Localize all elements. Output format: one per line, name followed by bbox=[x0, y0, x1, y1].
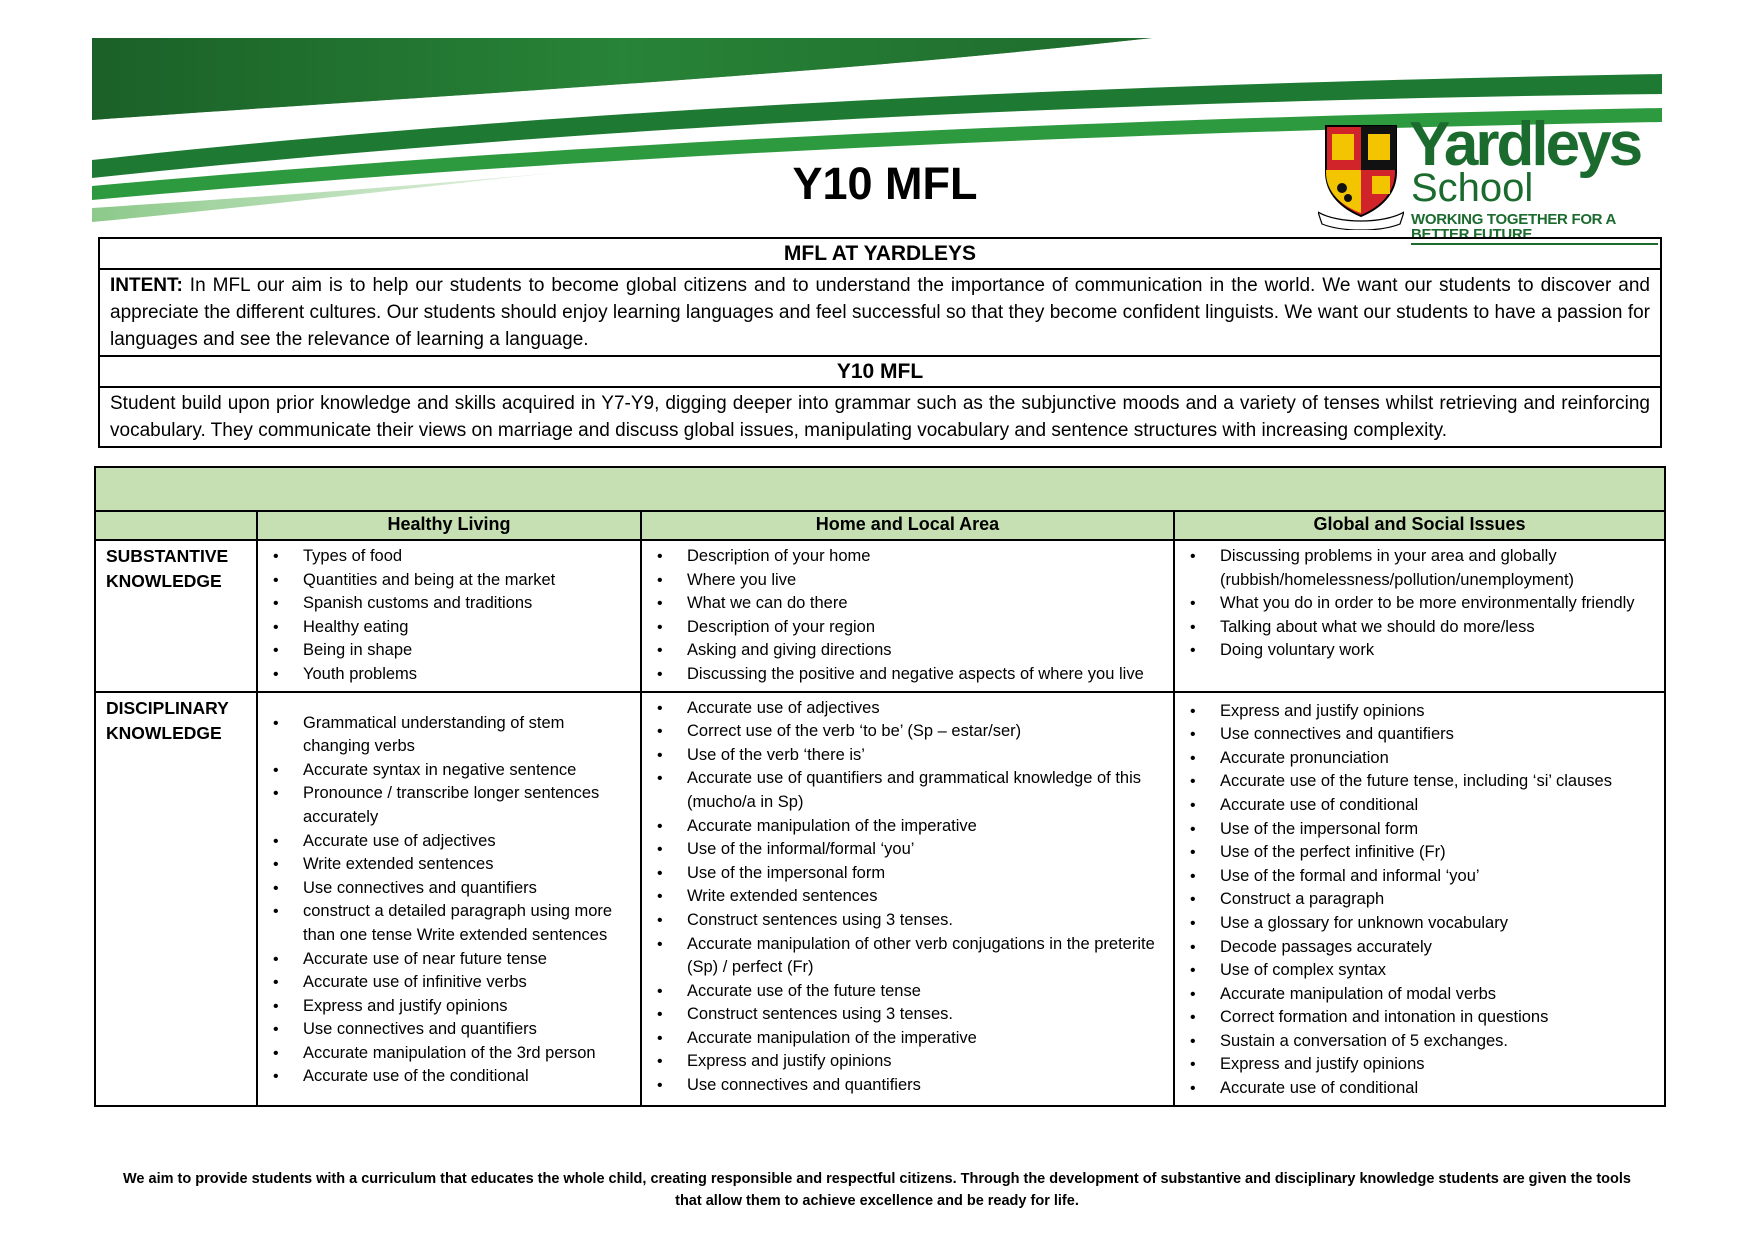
list-item: • Pronounce / transcribe longer sentences accurately bbox=[259, 782, 633, 829]
intro-heading: MFL AT YARDLEYS bbox=[99, 238, 1661, 269]
corner-cell bbox=[95, 511, 257, 540]
row-label-line: SUBSTANTIVE bbox=[106, 546, 229, 566]
footer-line: We aim to provide students with a curriculum that educates the whole child, creating responsible and respectful citizens. Through the development of substantive and disciplinary knowledge students are given the tools bbox=[122, 1171, 1631, 1187]
list-item: • Use connectives and quantifiers bbox=[259, 877, 633, 901]
cell-substantive-0 bbox=[257, 540, 641, 692]
list-item: • What we can do there bbox=[643, 592, 1166, 616]
list-item: • Discussing the positive and negative aspects of where you live bbox=[643, 663, 1166, 687]
list-item: • Doing voluntary work bbox=[1176, 639, 1657, 663]
row-label-line: DISCIPLINARY bbox=[106, 697, 229, 718]
footer-line: that allow them to achieve excellence and be ready for life. bbox=[675, 1193, 1079, 1209]
list-item: • Write extended sentences bbox=[643, 885, 1166, 909]
list-item: • Use of the perfect infinitive (Fr) bbox=[1176, 841, 1657, 865]
list-item: • Accurate use of the future tense bbox=[643, 980, 1166, 1004]
list-item: • Discussing problems in your area and globally (rubbish/homelessness/pollution/unemployment) bbox=[1176, 545, 1657, 592]
logo-tagline: WORKING TOGETHER FOR A BETTER FUTURE bbox=[1411, 212, 1658, 245]
list-item: • Accurate manipulation of the imperative bbox=[643, 815, 1166, 839]
list-item: • Accurate manipulation of other verb conjugations in the preterite (Sp) / perfect (Fr) bbox=[643, 933, 1166, 980]
row-label-disciplinary bbox=[95, 692, 257, 1106]
list-item: • Correct use of the verb ‘to be’ (Sp – estar/ser) bbox=[643, 720, 1166, 744]
list-item: • Use of the informal/formal ‘you’ bbox=[643, 838, 1166, 862]
list-item: • Accurate manipulation of modal verbs bbox=[1176, 983, 1657, 1007]
list-item: • Express and justify opinions bbox=[259, 995, 633, 1019]
list-item: • Accurate syntax in negative sentence bbox=[259, 759, 633, 783]
list-item: • Construct sentences using 3 tenses. bbox=[643, 909, 1166, 933]
list-item: • Accurate use of the future tense, including ‘si’ clauses bbox=[1176, 770, 1657, 794]
curriculum-table bbox=[94, 466, 1666, 1107]
list-item: • Use connectives and quantifiers bbox=[643, 1074, 1166, 1098]
row-label-substantive bbox=[95, 540, 257, 692]
list-item: • Spanish customs and traditions bbox=[259, 592, 633, 616]
logo-name-line2: School bbox=[1411, 166, 1534, 210]
column-header: Healthy Living bbox=[257, 511, 641, 540]
school-logo bbox=[1318, 110, 1658, 243]
list-item: • Being in shape bbox=[259, 639, 633, 663]
list-item: • Accurate use of the conditional bbox=[259, 1065, 633, 1089]
list-item: • Use of complex syntax bbox=[1176, 959, 1657, 983]
list-item: • Accurate use of adjectives bbox=[259, 830, 633, 854]
list-item: • Use of the formal and informal ‘you’ bbox=[1176, 865, 1657, 889]
intro-table bbox=[98, 237, 1662, 448]
logo-name-line1: Yardleys bbox=[1409, 110, 1641, 179]
list-item: • Quantities and being at the market bbox=[259, 569, 633, 593]
list-item: • Accurate use of near future tense bbox=[259, 948, 633, 972]
year-heading: Y10 MFL bbox=[99, 356, 1661, 387]
list-item: • Use connectives and quantifiers bbox=[259, 1018, 633, 1042]
list-item: • Where you live bbox=[643, 569, 1166, 593]
footer-statement bbox=[110, 1168, 1644, 1212]
list-item: • Express and justify opinions bbox=[1176, 700, 1657, 724]
list-item: • Accurate use of quantifiers and grammatical knowledge of this (mucho/a in Sp) bbox=[643, 767, 1166, 814]
list-item: • Accurate manipulation of the imperative bbox=[643, 1027, 1166, 1051]
list-item: • Accurate use of conditional bbox=[1176, 794, 1657, 818]
list-item: • Use of the verb ‘there is’ bbox=[643, 744, 1166, 768]
list-item: • Express and justify opinions bbox=[1176, 1053, 1657, 1077]
list-item: • Use of the impersonal form bbox=[1176, 818, 1657, 842]
list-item: • Use of the impersonal form bbox=[643, 862, 1166, 886]
intent-label: INTENT: bbox=[110, 275, 183, 296]
list-item: • Use a glossary for unknown vocabulary bbox=[1176, 912, 1657, 936]
list-item: • construct a detailed paragraph using more than one tense Write extended sentences bbox=[259, 900, 633, 947]
list-item: • Description of your home bbox=[643, 545, 1166, 569]
list-item: • Accurate use of infinitive verbs bbox=[259, 971, 633, 995]
list-item: • Write extended sentences bbox=[259, 853, 633, 877]
row-label-line: KNOWLEDGE bbox=[106, 722, 222, 743]
list-item: • Youth problems bbox=[259, 663, 633, 687]
column-header: Global and Social Issues bbox=[1174, 511, 1665, 540]
list-item: • Accurate use of conditional bbox=[1176, 1077, 1657, 1101]
cell-disciplinary-1 bbox=[641, 692, 1174, 1106]
list-item: • Sustain a conversation of 5 exchanges. bbox=[1176, 1030, 1657, 1054]
year-paragraph: Student build upon prior knowledge and skills acquired in Y7-Y9, digging deeper into grammar such as the subjunctive moods and a variety of tenses whilst retrieving and reinforcing vocabulary. They communicate their views on marriage and discuss global issues, manipulating vocabulary and sentence structures with increasing complexity. bbox=[99, 387, 1661, 447]
list-item: • What you do in order to be more environmentally friendly bbox=[1176, 592, 1657, 616]
column-header: Home and Local Area bbox=[641, 511, 1174, 540]
list-item: • Types of food bbox=[259, 545, 633, 569]
list-item: • Accurate pronunciation bbox=[1176, 747, 1657, 771]
list-item: • Talking about what we should do more/less bbox=[1176, 616, 1657, 640]
list-item: • Asking and giving directions bbox=[643, 639, 1166, 663]
intent-text: In MFL our aim is to help our students to become global citizens and to understand the importance of communication in the world. We want our students to discover and appreciate the different cultures. Our students should enjoy learning languages and feel successful so that they become confident linguists. We want our students to have a passion for languages and see the relevance of learning a language. bbox=[110, 275, 1650, 350]
cell-disciplinary-0 bbox=[257, 692, 641, 1106]
list-item: • Accurate use of adjectives bbox=[643, 697, 1166, 721]
cell-substantive-2 bbox=[1174, 540, 1665, 692]
list-item: • Healthy eating bbox=[259, 616, 633, 640]
cell-disciplinary-2 bbox=[1174, 692, 1665, 1106]
table-header-bar bbox=[95, 467, 1665, 511]
row-label-line: KNOWLEDGE bbox=[106, 571, 222, 591]
list-item: • Accurate manipulation of the 3rd person bbox=[259, 1042, 633, 1066]
list-item: • Express and justify opinions bbox=[643, 1050, 1166, 1074]
list-item: • Use connectives and quantifiers bbox=[1176, 723, 1657, 747]
list-item: • Correct formation and intonation in questions bbox=[1176, 1006, 1657, 1030]
crest-icon bbox=[1318, 120, 1404, 230]
page-title: Y10 MFL bbox=[792, 158, 978, 209]
intent-paragraph bbox=[99, 269, 1661, 356]
list-item: • Description of your region bbox=[643, 616, 1166, 640]
list-item: • Grammatical understanding of stem changing verbs bbox=[259, 712, 633, 759]
list-item: • Construct a paragraph bbox=[1176, 888, 1657, 912]
list-item: • Decode passages accurately bbox=[1176, 936, 1657, 960]
list-item: • Construct sentences using 3 tenses. bbox=[643, 1003, 1166, 1027]
cell-substantive-1 bbox=[641, 540, 1174, 692]
